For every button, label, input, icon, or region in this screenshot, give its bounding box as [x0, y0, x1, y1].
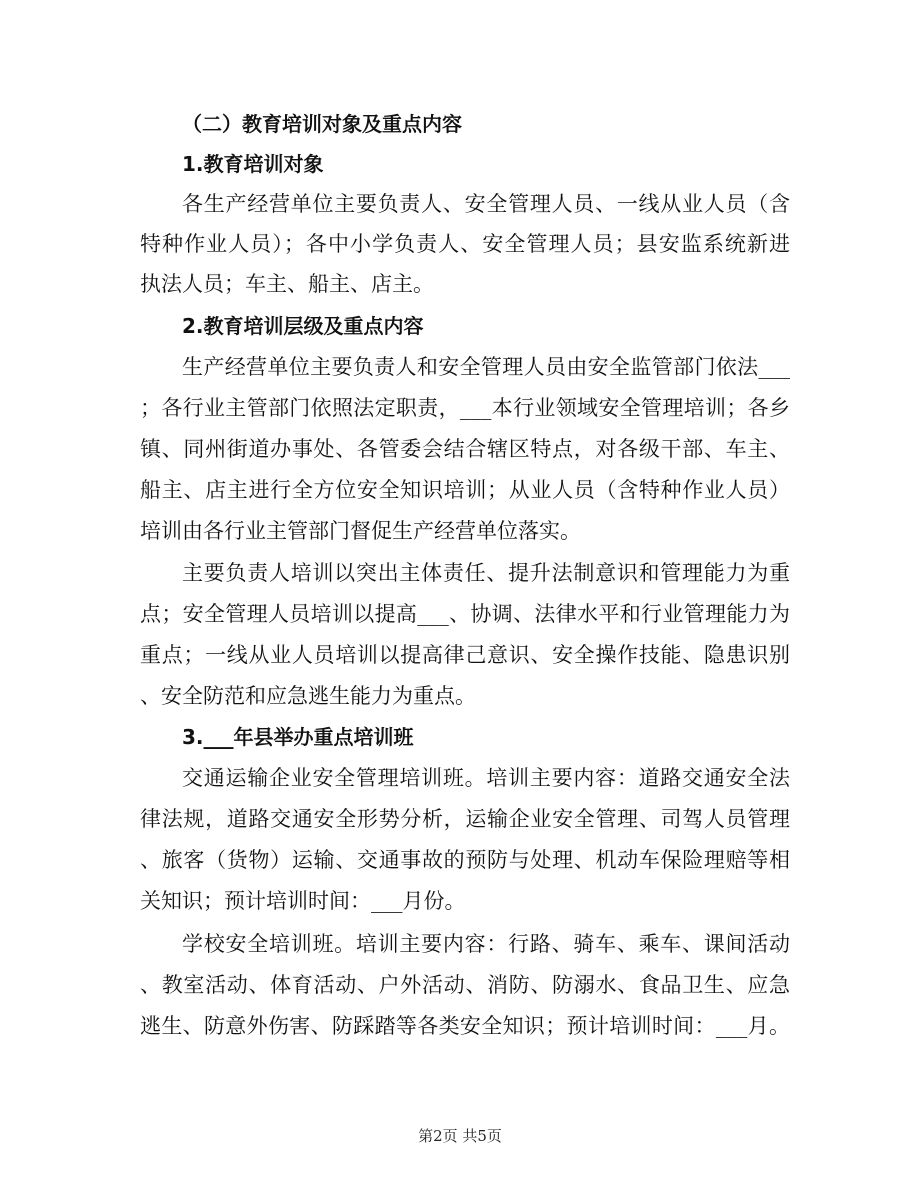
paragraph-line: 培训由各行业主管部门督促生产经营单位落实。: [140, 519, 581, 543]
subsection-title-1: 1.教育培训对象: [182, 152, 324, 176]
paragraph-line: 交通运输企业安全管理培训班。培训主要内容：道路交通安全法: [182, 766, 790, 790]
section-heading: （二）教育培训对象及重点内容: [182, 112, 462, 136]
paragraph-line: 镇、同州街道办事处、各管委会结合辖区特点，对各级干部、车主、: [140, 437, 790, 461]
paragraph-line: 生产经营单位主要负责人和安全管理人员由安全监管部门依法___: [182, 355, 790, 379]
paragraph-line: 律法规，道路交通安全形势分析，运输企业安全管理、司驾人员管理: [140, 807, 790, 831]
paragraph-line: 、旅客（货物）运输、交通事故的预防与处理、机动车保险理赔等相: [140, 848, 790, 872]
page-number-footer: 第2页 共5页: [418, 1127, 502, 1145]
paragraph-line: 逃生、防意外伤害、防踩踏等各类安全知识；预计培训时间：___月。: [140, 1014, 790, 1038]
paragraph-line: 主要负责人培训以突出主体责任、提升法制意识和管理能力为重: [182, 561, 790, 585]
paragraph-line: 、教室活动、体育活动、户外活动、消防、防溺水、食品卫生、应急: [140, 973, 790, 997]
paragraph-line: 点；安全管理人员培训以提高___、协调、法律水平和行业管理能力为: [140, 602, 790, 626]
paragraph-line: 船主、店主进行全方位安全知识培训；从业人员（含特种作业人员）: [140, 478, 790, 502]
subsection-title-3: 3.___年县举办重点培训班: [182, 725, 414, 749]
subsection-title-2: 2.教育培训层级及重点内容: [182, 314, 424, 338]
paragraph-line: 关知识；预计培训时间：___月份。: [140, 889, 466, 913]
paragraph-line: 各生产经营单位主要负责人、安全管理人员、一线从业人员（含: [182, 192, 790, 216]
paragraph-line: 特种作业人员）；各中小学负责人、安全管理人员；县安监系统新进: [140, 232, 790, 256]
paragraph-line: ；各行业主管部门依照法定职责，___本行业领域安全管理培训；各乡: [140, 396, 790, 420]
paragraph-line: 重点；一线从业人员培训以提高律己意识、安全操作技能、隐患识别: [140, 643, 790, 667]
paragraph-line: 学校安全培训班。培训主要内容：行路、骑车、乘车、课间活动: [182, 932, 790, 956]
paragraph-line: 、安全防范和应急逃生能力为重点。: [140, 684, 476, 708]
paragraph-line: 执法人员；车主、船主、店主。: [140, 272, 434, 296]
